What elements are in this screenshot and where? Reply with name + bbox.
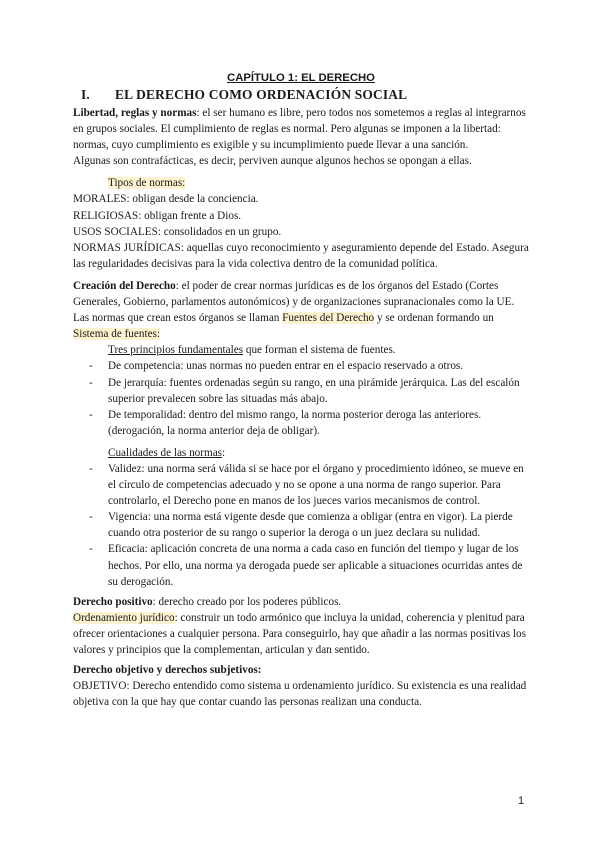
principios-heading-line bbox=[73, 342, 529, 358]
list-item: - De competencia: unas normas no pueden entrar en el espacio reservado a otros. bbox=[89, 360, 464, 373]
cualidades-list bbox=[73, 461, 529, 590]
paragraph-contrafacticas: Algunas son contrafácticas, es decir, perviven aunque algunos hechos se opongan a ellas. bbox=[73, 155, 472, 168]
page-number: 1 bbox=[518, 795, 525, 807]
paragraph-objetivo: OBJETIVO: Derecho entendido como sistema u ordenamiento jurídico. Su existencia es una realidad objetiva con la que hay que contar cuando las personas realizan una conducta. bbox=[73, 680, 527, 709]
paragraph-creacion bbox=[73, 278, 529, 310]
term-creacion: Creación del Derecho bbox=[73, 279, 176, 292]
text-libertad: : el ser humano es libre, pero todos nos sometemos a reglas al integrarnos en grupos sociales. El cumplimiento de reglas es normal. Pero algunas se imponen a la libertad: normas, cuyo cumplimiento es exigible y su incumplimiento puede llevar a una sanción. bbox=[73, 107, 526, 152]
page-content bbox=[73, 70, 529, 710]
text-ordenamiento: : construir un todo armónico que incluya la unidad, coherencia y plenitud para ofrecer orientaciones a cualquier persona. Para conseguirlo, hay que añadir a las normas positivas los valores y principios que la complementan, articulan y dan sentido. bbox=[73, 611, 526, 656]
tipo-religiosas: RELIGIOSAS: obligan frente a Dios. bbox=[73, 209, 242, 222]
text-positivo: : derecho creado por los poderes públicos. bbox=[152, 595, 342, 608]
term-libertad: Libertad, reglas y normas bbox=[73, 107, 197, 119]
tipo-morales: MORALES: obligan desde la conciencia. bbox=[73, 193, 259, 206]
highlight-ordenamiento: Ordenamiento jurídico bbox=[73, 611, 175, 624]
cualidades-heading: Cualidades de las normas bbox=[108, 446, 223, 459]
tipo-normas-juridicas: NORMAS JURÍDICAS: aquellas cuyo reconocimiento y aseguramiento depende del Estado. Asegura las regularidades decisivas para la vida colectiva dentro de la comunidad política. bbox=[73, 241, 529, 270]
chapter-title: CAPÍTULO 1: EL DERECHO bbox=[227, 72, 375, 84]
highlight-sistema-fuentes: Sistema de fuentes: bbox=[73, 328, 160, 341]
list-item: - De temporalidad: dentro del mismo rango, la norma posterior deroga las anteriores. (derogación, la norma anterior deja de obligar). bbox=[89, 408, 482, 437]
paragraph-fuentes bbox=[73, 310, 529, 342]
section-number: I. bbox=[81, 87, 90, 102]
cualidades-heading-line bbox=[73, 445, 529, 461]
text-creacion: : el poder de crear normas jurídicas es de los órganos del Estado (Cortes Generales, Gobierno, parlamentos autonómicos) y de organizaciones supranacionales como la UE. bbox=[73, 279, 515, 309]
tipos-heading: Tipos de normas: bbox=[108, 177, 186, 190]
term-positivo: Derecho positivo bbox=[73, 595, 153, 608]
list-item: - De jerarquía: fuentes ordenadas según su rango, en una pirámide jerárquica. Las del escalón superior prevalecen sobre las situadas más abajo. bbox=[89, 376, 520, 405]
paragraph-libertad bbox=[73, 105, 529, 153]
list-item: - Eficacia: aplicación concreta de una norma a cada caso en función del tiempo y lugar de los hechos. Por ello, una norma ya derogada puede ser aplicable a situaciones ocurridas antes de su derogación. bbox=[89, 543, 523, 588]
list-item: - Validez: una norma será válida si se hace por el órgano y procedimiento idóneo, se mueve en el círculo de competencias adecuado y no se opone a una norma de rango superior. Para controlarlo, el Derecho pone en manos de los jueces varios mecanismos de control. bbox=[89, 462, 524, 508]
tipo-usos-sociales: USOS SOCIALES: consolidados en un grupo. bbox=[73, 225, 282, 238]
principios-list bbox=[73, 358, 529, 438]
tipos-heading-line bbox=[73, 175, 529, 191]
section-title: EL DERECHO COMO ORDENACIÓN SOCIAL bbox=[115, 87, 408, 102]
paragraph-positivo bbox=[73, 594, 529, 610]
cualidades-heading-tail: : bbox=[222, 446, 226, 459]
list-item: - Vigencia: una norma está vigente desde que comienza a obligar (entra en vigor). La pierde cuando otra posterior de su rango o superior la deroga o un juez declara su nulidad. bbox=[89, 511, 513, 540]
section-heading bbox=[73, 87, 529, 105]
highlight-fuentes-derecho: Fuentes del Derecho bbox=[282, 312, 375, 325]
fuentes-text-a: Las normas que crean estos órganos se llaman bbox=[73, 312, 283, 325]
principios-heading-tail: que forman el sistema de fuentes. bbox=[243, 344, 396, 357]
objetivo-heading: Derecho objetivo y derechos subjetivos: bbox=[73, 664, 262, 677]
paragraph-ordenamiento bbox=[73, 610, 529, 658]
principios-heading: Tres principios fundamentales bbox=[108, 344, 244, 357]
fuentes-text-b: y se ordenan formando un bbox=[374, 312, 494, 325]
